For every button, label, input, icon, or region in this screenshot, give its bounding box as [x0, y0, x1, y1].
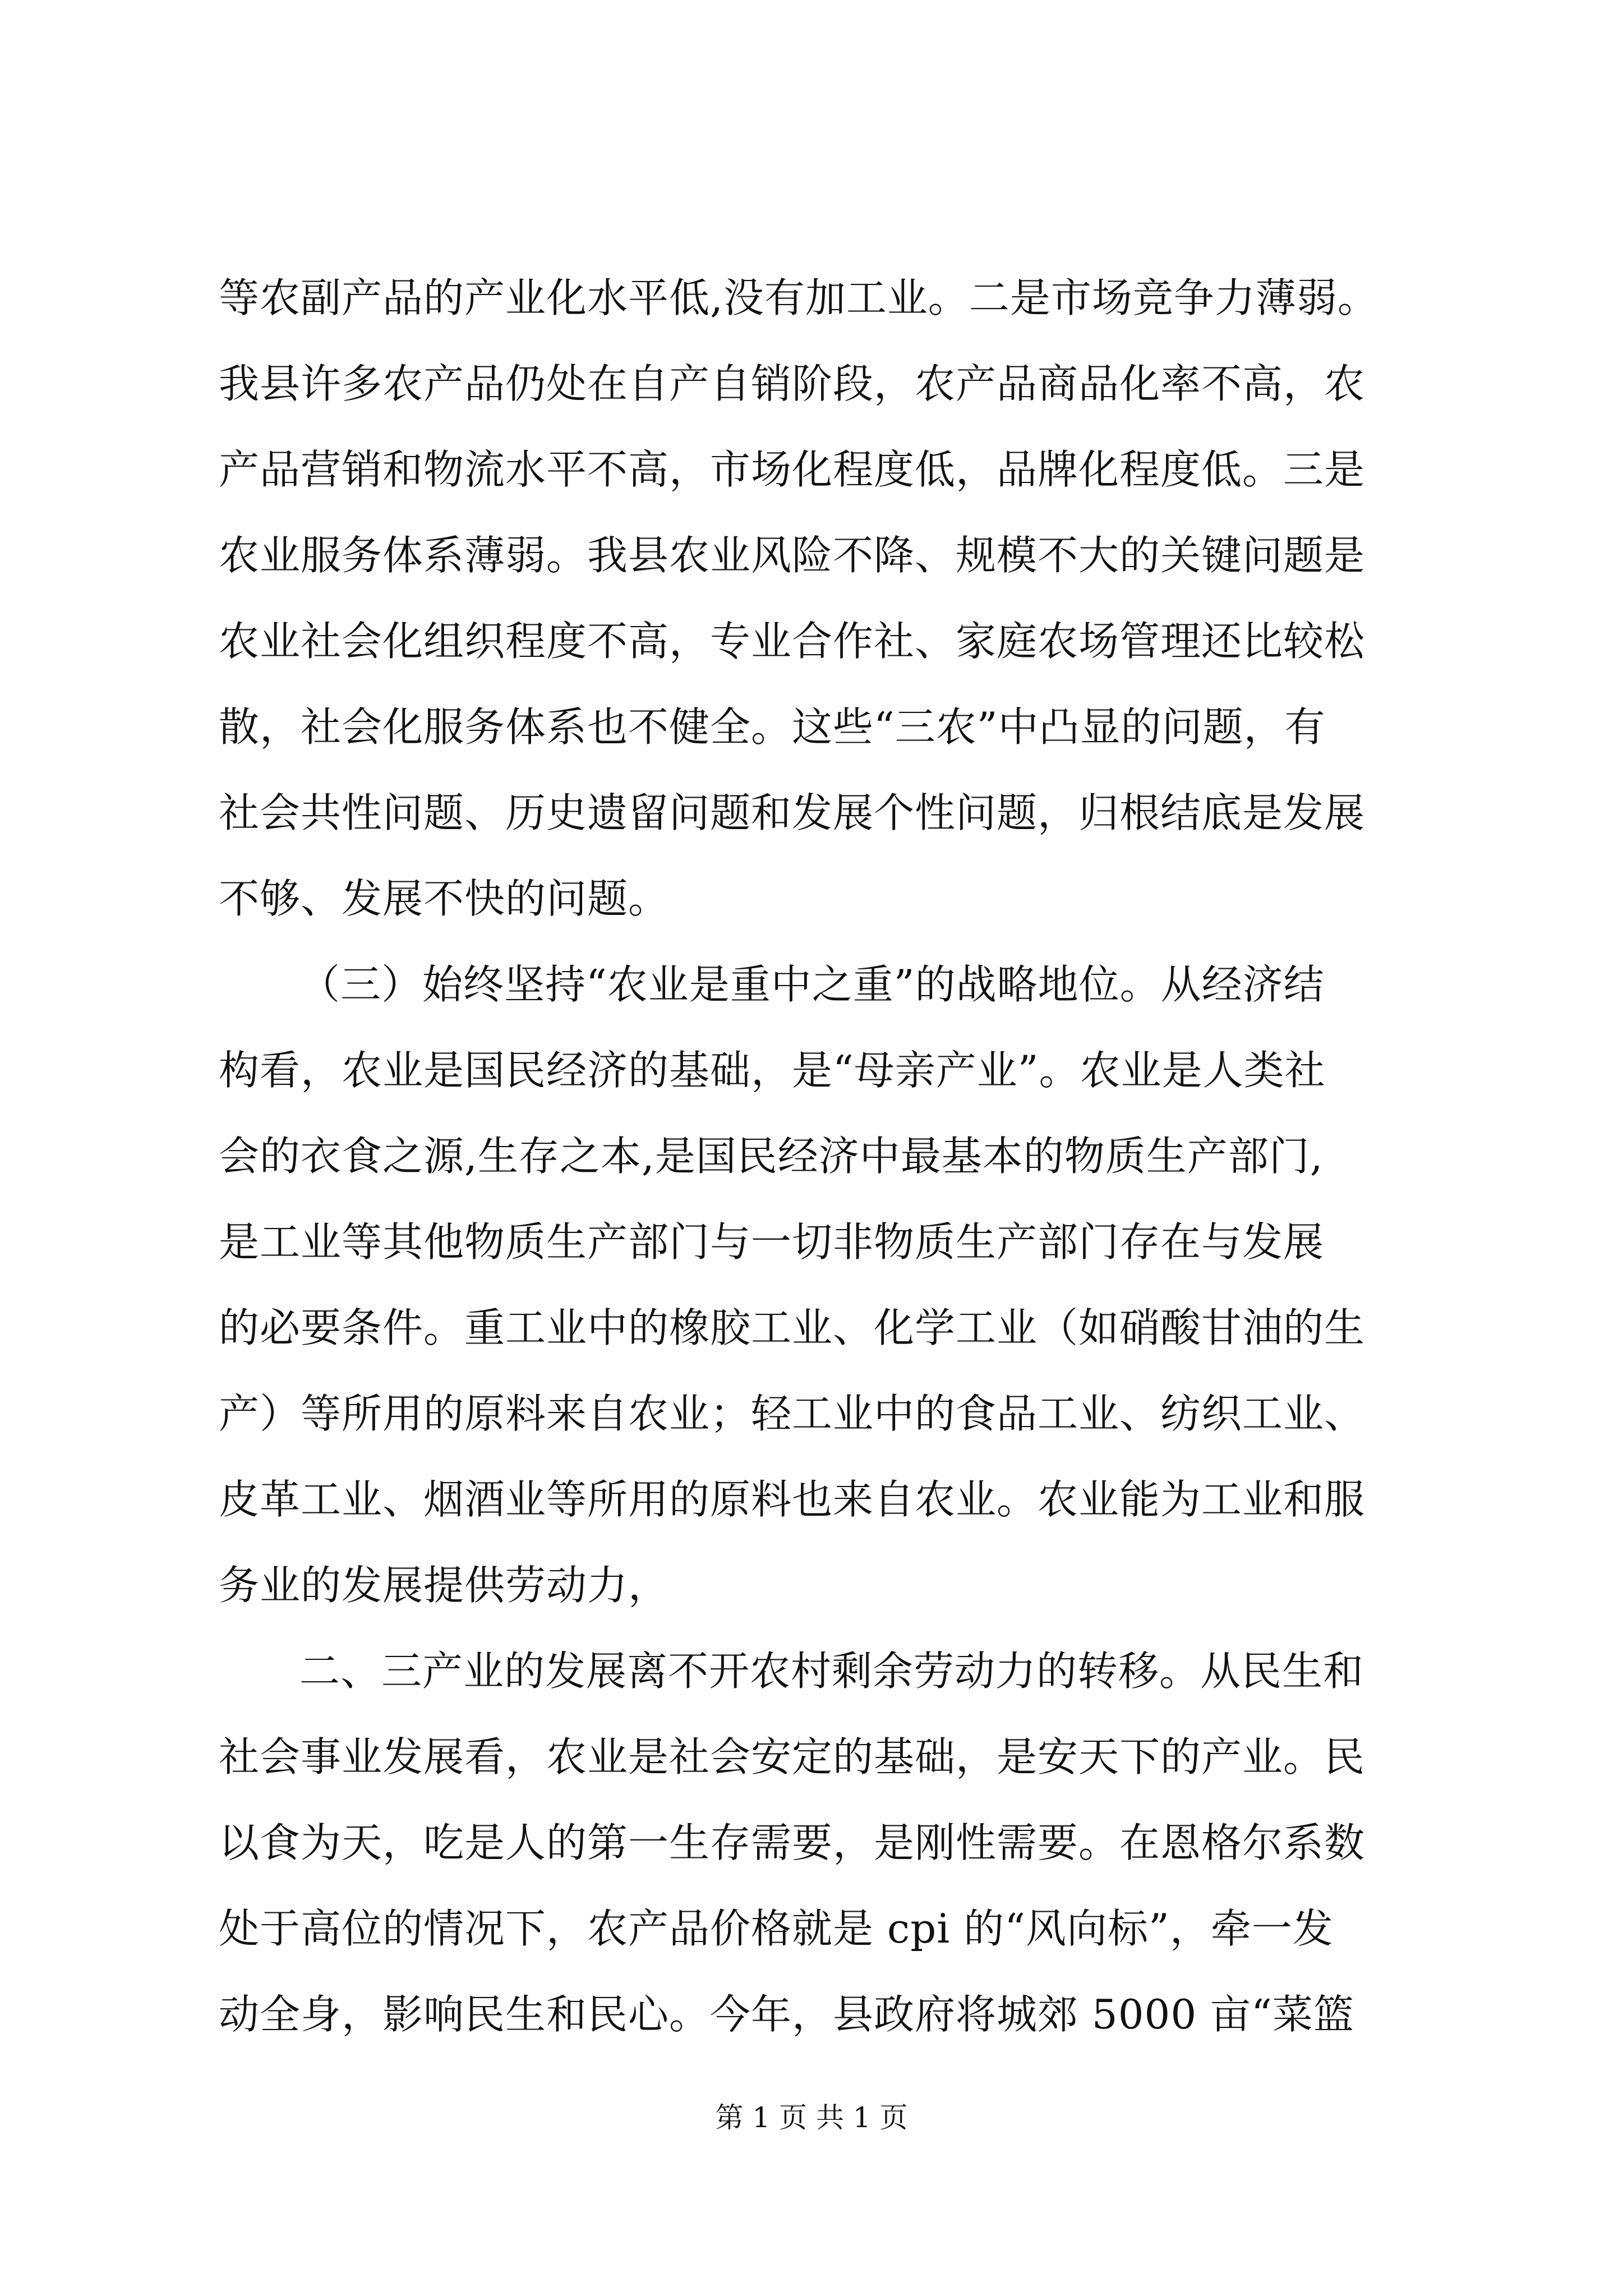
text-line: 构看，农业是国民经济的基础，是“母亲产业”。农业是人类社: [219, 1047, 1326, 1094]
text-line: 产品营销和物流水平不高，市场化程度低，品牌化程度低。三是: [219, 446, 1366, 493]
text-line: 二、三产业的发展离不开农村剩余劳动力的转移。从民生和: [299, 1648, 1364, 1695]
text-line: 皮革工业、烟酒业等所用的原料也来自农业。农业能为工业和服: [219, 1476, 1366, 1523]
text-line: （三）始终坚持“农业是重中之重”的战略地位。从经济结: [299, 961, 1325, 1008]
text-line: 我县许多农产品仍处在自产自销阶段，农产品商品化率不高，农: [219, 360, 1366, 407]
text-line: 务业的发展提供劳动力，: [219, 1562, 670, 1609]
text-line: 是工业等其他物质生产部门与一切非物质生产部门存在与发展: [219, 1218, 1325, 1266]
text-line: 产）等所用的原料来自农业；轻工业中的食品工业、纺织工业、: [219, 1390, 1366, 1437]
text-line: 不够、发展不快的问题。: [219, 875, 670, 922]
text-line: 社会共性问题、历史遗留问题和发展个性问题，归根结底是发展: [219, 789, 1366, 836]
body-text: [219, 255, 1441, 2058]
text-line: 处于高位的情况下，农产品价格就是 cpi 的“风向标”，牵一发: [219, 1905, 1334, 1952]
text-line: 的必要条件。重工业中的橡胶工业、化学工业（如硝酸甘油的生: [219, 1304, 1366, 1351]
text-line: 社会事业发展看，农业是社会安定的基础，是安天下的产业。民: [219, 1733, 1366, 1780]
text-line: 等农副产品的产业化水平低,没有加工业。二是市场竞争力薄弱。: [219, 274, 1378, 321]
text-line: 农业服务体系薄弱。我县农业风险不降、规模不大的关键问题是: [219, 532, 1366, 579]
text-line: 动全身，影响民生和民心。今年，县政府将城郊 5000 亩“菜篮: [219, 1991, 1354, 2038]
text-line: 散，社会化服务体系也不健全。这些“三农”中凸显的问题，有: [219, 703, 1326, 751]
text-line: 会的衣食之源,生存之本,是国民经济中最基本的物质生产部门,: [219, 1133, 1324, 1180]
text-line: 农业社会化组织程度不高，专业合作社、家庭农场管理还比较松: [219, 618, 1366, 665]
text-line: 以食为天，吃是人的第一生存需要，是刚性需要。在恩格尔系数: [219, 1819, 1366, 1866]
page-footer: 第 1 页 共 1 页: [715, 2101, 908, 2134]
